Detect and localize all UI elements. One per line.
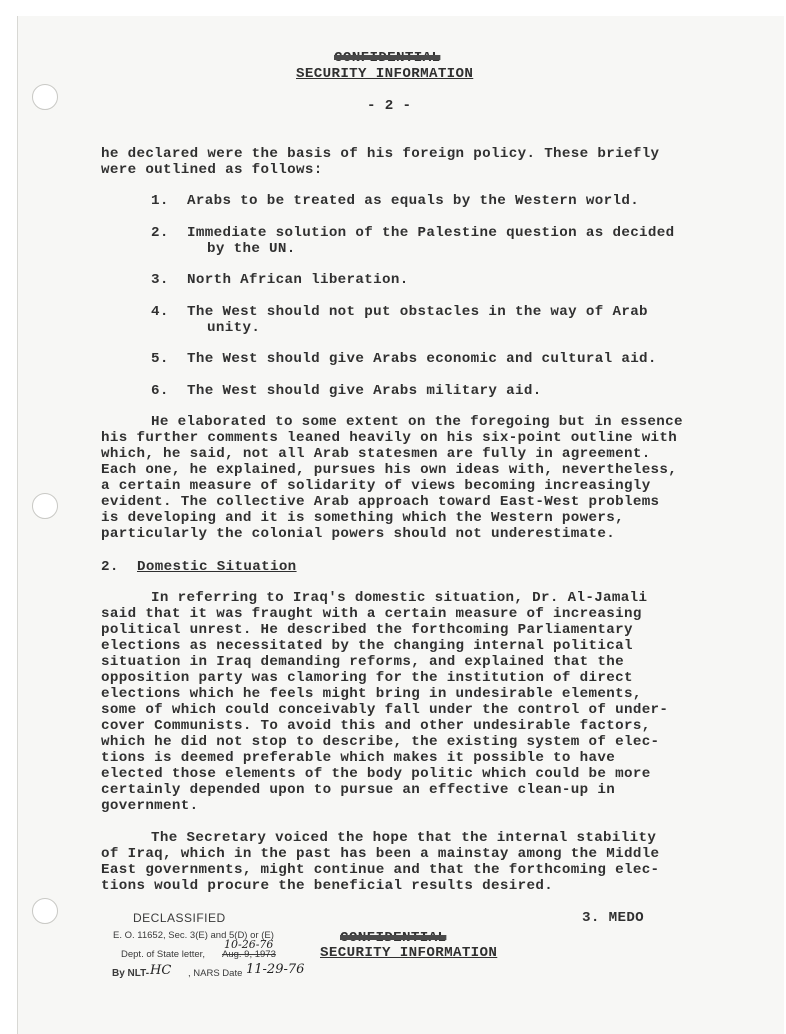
list-item-text: Arabs to be treated as equals by the Western world.	[187, 193, 640, 209]
classification-footer: SECURITY INFORMATION	[320, 945, 498, 961]
section-heading-domestic-situation: Domestic Situation	[137, 559, 297, 575]
text-line: opposition party was clamoring for the institution of direct	[101, 670, 633, 686]
handwritten-nars-date: 11-29-76	[246, 962, 305, 977]
text-line: which, he said, not all Arab statesmen are fully in agreement.	[101, 446, 651, 462]
text-line: elected those elements of the body politic which could be more	[101, 766, 651, 782]
punch-hole-top	[32, 84, 58, 110]
list-item-text: The West should give Arabs military aid.	[187, 383, 542, 399]
list-item-text: The West should not put obstacles in the way of Arab	[187, 304, 648, 320]
text-line: his further comments leaned heavily on his six-point outline with	[101, 430, 678, 446]
text-line: In referring to Iraq's domestic situation, Dr. Al-Jamali	[151, 590, 648, 606]
list-item-number: 4.	[151, 304, 169, 320]
list-item-number: 2.	[151, 225, 169, 241]
list-item-number: 6.	[151, 383, 169, 399]
stamp-dept-line: Dept. of State letter,	[121, 949, 205, 960]
list-item-text: Immediate solution of the Palestine question as decided	[187, 225, 675, 241]
text-line: said that it was fraught with a certain measure of increasing	[101, 606, 642, 622]
next-section-marker: 3. MEDO	[582, 910, 645, 926]
text-line: particularly the colonial powers should not underestimate.	[101, 526, 616, 542]
list-item-number: 5.	[151, 351, 169, 367]
text-line: of Iraq, which in the past has been a mainstay among the Middle	[101, 846, 660, 862]
text-line: He elaborated to some extent on the foregoing but in essence	[151, 414, 683, 430]
list-item-text: The West should give Arabs economic and cultural aid.	[187, 351, 657, 367]
list-item-text: by the UN.	[207, 241, 296, 257]
punch-hole-middle	[32, 493, 58, 519]
text-line: government.	[101, 798, 199, 814]
text-line: elections as necessitated by the changing internal political	[101, 638, 633, 654]
text-line: some of which could conceivably fall under the control of under-	[101, 702, 669, 718]
text-line: tions is deemed preferable which makes it possible to have	[101, 750, 616, 766]
classification-confidential-bottom: CONFIDENTIAL	[340, 930, 447, 946]
text-line: which he did not stop to describe, the existing system of elec-	[101, 734, 660, 750]
stamp-title: DECLASSIFIED	[133, 911, 226, 925]
section-number: 2.	[101, 559, 119, 575]
stamp-by-label: By NLT-	[112, 968, 150, 979]
text-line: East governments, might continue and that the forthcoming elec-	[101, 862, 660, 878]
list-item-text: unity.	[207, 320, 261, 336]
text-line: certainly depended upon to pursue an effective clean-up in	[101, 782, 616, 798]
text-line: situation in Iraq demanding reforms, and explained that the	[101, 654, 624, 670]
stamp-nars-label: , NARS Date	[188, 968, 243, 979]
stamp-dept-date-struck: Aug. 9, 1973	[222, 949, 276, 960]
page-number: - 2 -	[367, 98, 412, 114]
text-line: is developing and it is something which the Western powers,	[101, 510, 624, 526]
text-line: elections which he feels might bring in undesirable elements,	[101, 686, 642, 702]
text-line: a certain measure of solidarity of views becoming increasingly	[101, 478, 651, 494]
list-item-text: North African liberation.	[187, 272, 409, 288]
stamp-eo-line: E. O. 11652, Sec. 3(E) and 5(D) or (E)	[113, 930, 274, 941]
text-line: The Secretary voiced the hope that the internal stability	[151, 830, 657, 846]
text-line: political unrest. He described the forthcoming Parliamentary	[101, 622, 633, 638]
punch-hole-bottom	[32, 898, 58, 924]
handwritten-dept-date: 10-26-76	[224, 938, 274, 951]
text-line: Each one, he explained, pursues his own ideas with, nevertheless,	[101, 462, 678, 478]
handwritten-initials: HC	[150, 963, 172, 978]
classification-header: SECURITY INFORMATION	[296, 66, 474, 82]
text-line: were outlined as follows:	[101, 162, 323, 178]
text-line: evident. The collective Arab approach toward East-West problems	[101, 494, 660, 510]
text-line: tions would procure the beneficial results desired.	[101, 878, 554, 894]
text-line: he declared were the basis of his foreign policy. These briefly	[101, 146, 660, 162]
classification-confidential-top: CONFIDENTIAL	[334, 50, 441, 66]
list-item-number: 3.	[151, 272, 169, 288]
list-item-number: 1.	[151, 193, 169, 209]
text-line: cover Communists. To avoid this and other undesirable factors,	[101, 718, 651, 734]
